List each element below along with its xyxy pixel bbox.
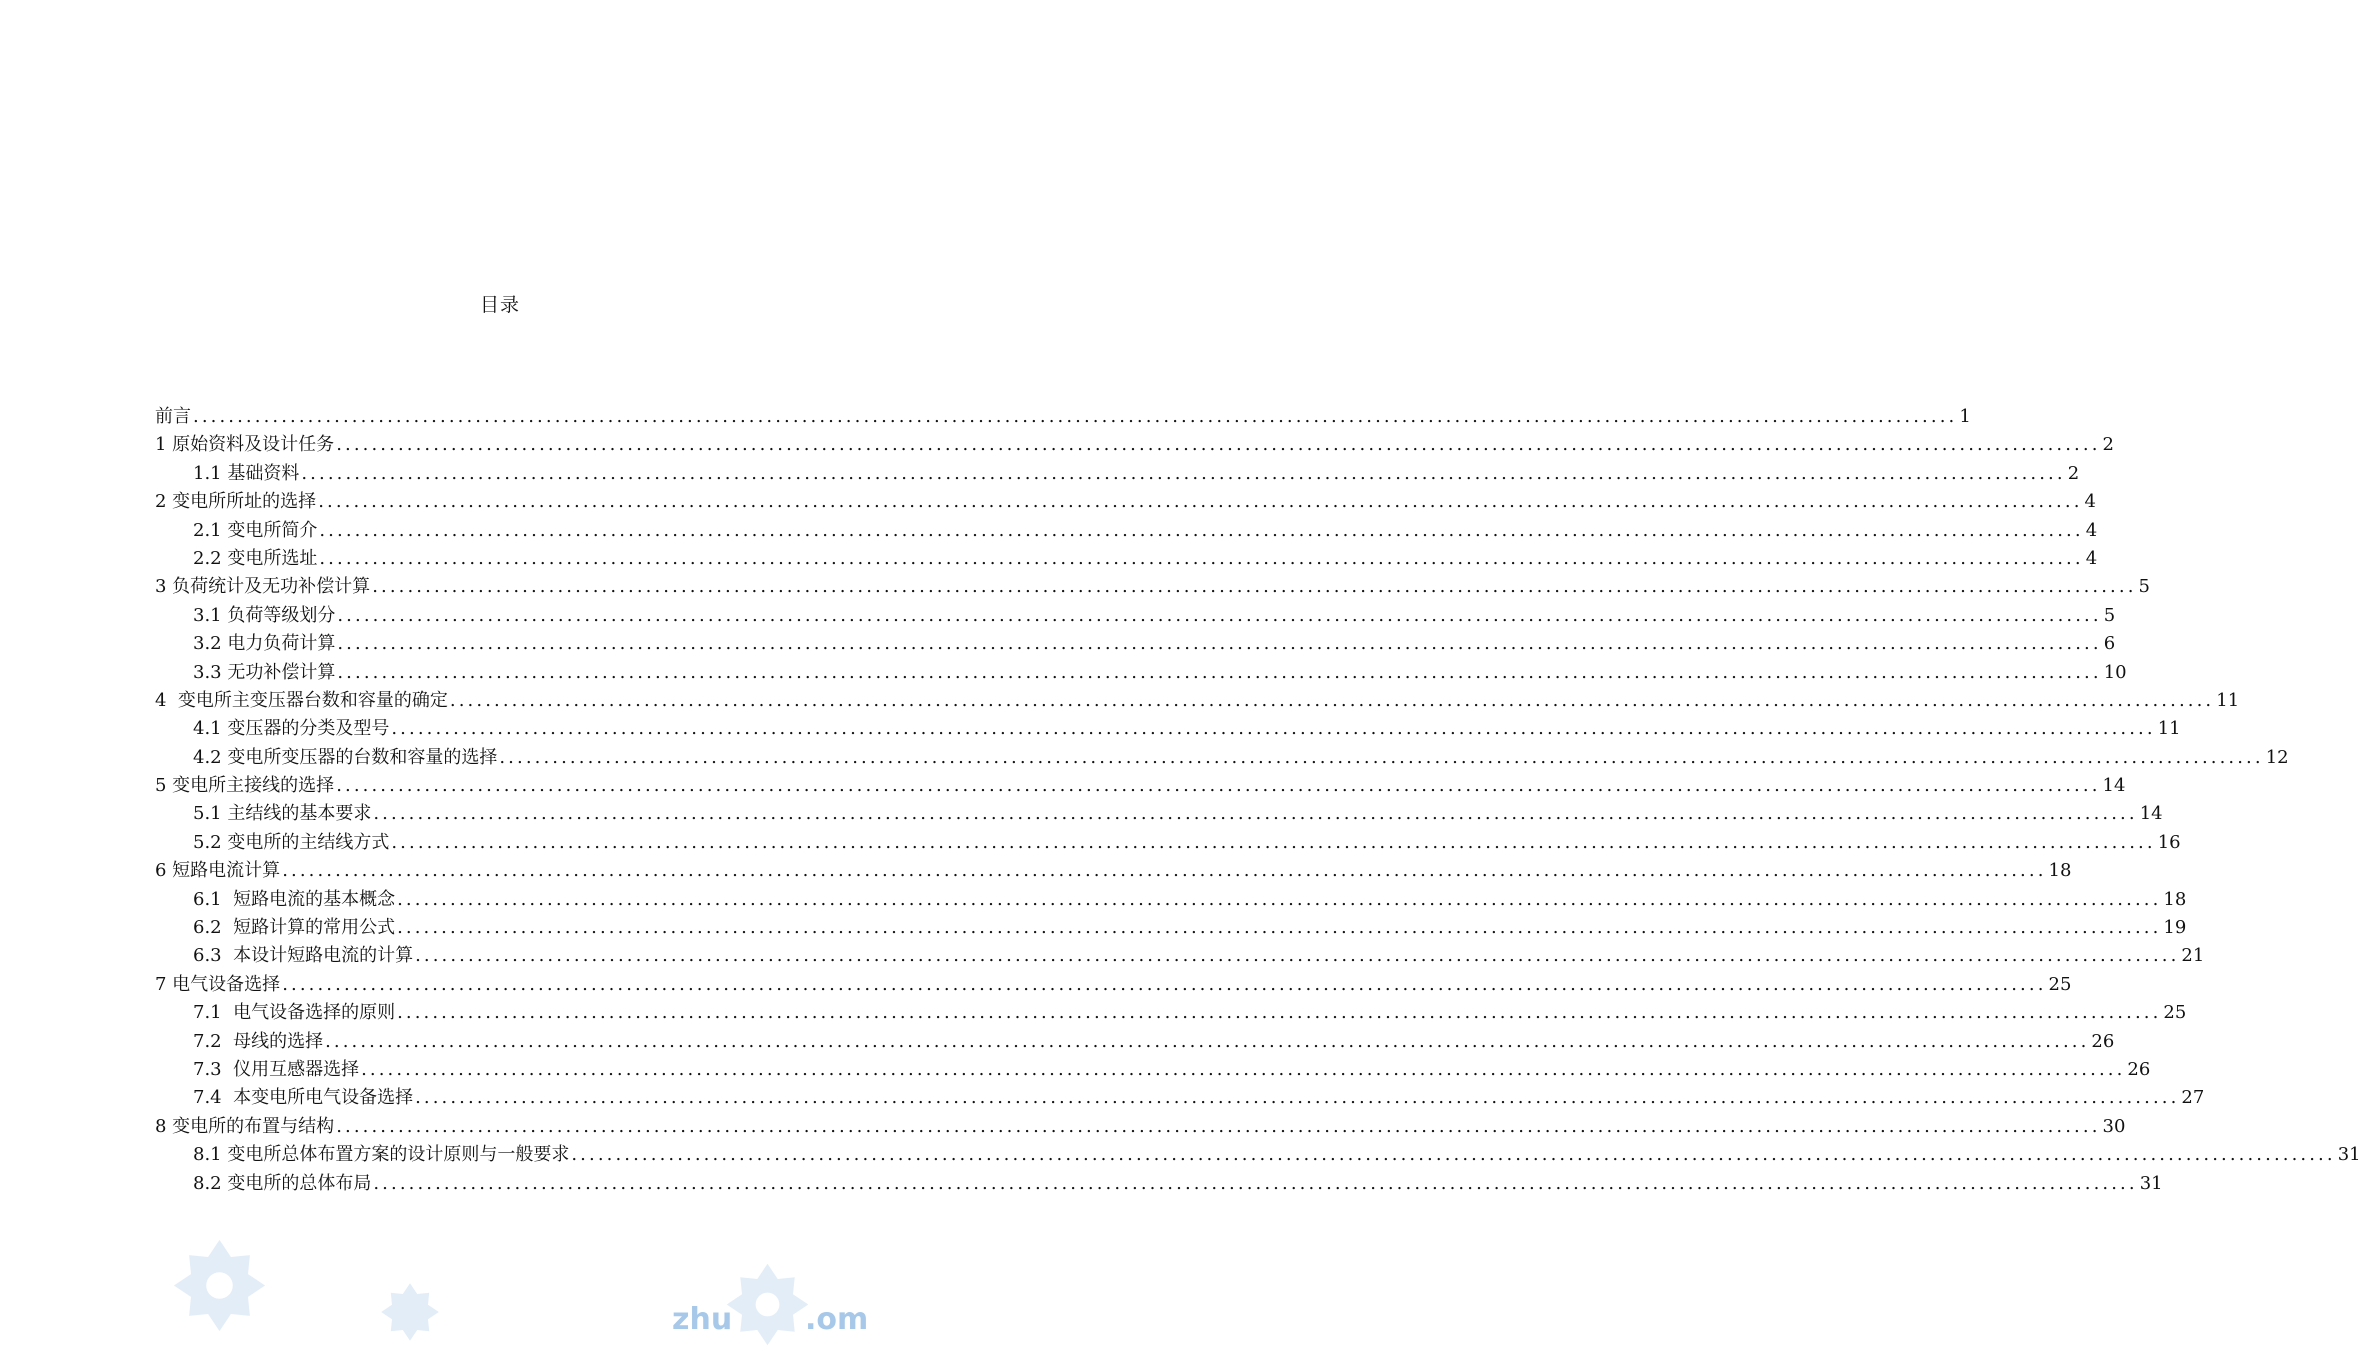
toc-entry-title: 6.3 本设计短路电流的计算 bbox=[193, 945, 414, 967]
toc-entry-title: 8.2 变电所的总体布局 bbox=[193, 1172, 372, 1194]
toc-entry-page: 21 bbox=[2181, 945, 2205, 967]
toc-dot-leader: ........................................................................................................................................................................................................ bbox=[372, 576, 2137, 598]
toc-entry-title: 7.2 母线的选择 bbox=[193, 1030, 324, 1052]
toc-entry[interactable] bbox=[155, 431, 2114, 459]
toc-dot-leader: ........................................................................................................................................................................................................ bbox=[361, 1058, 2126, 1080]
toc-entry[interactable] bbox=[155, 517, 2098, 545]
toc-dot-leader: ........................................................................................................................................................................................................ bbox=[318, 491, 2083, 513]
toc-entry-page: 5 bbox=[2103, 604, 2116, 626]
toc-entry-page: 4 bbox=[2085, 519, 2098, 541]
toc-entry-page: 25 bbox=[2163, 1002, 2187, 1024]
toc-dot-leader: ........................................................................................................................................................................................................ bbox=[397, 917, 2162, 939]
toc-entry-page: 4 bbox=[2085, 547, 2098, 569]
toc-entry-page: 18 bbox=[2163, 888, 2187, 910]
toc-dot-leader: ........................................................................................................................................................................................................ bbox=[391, 831, 2156, 853]
toc-entry-title: 5 变电所主接线的选择 bbox=[155, 775, 335, 797]
toc-entry-page: 10 bbox=[2103, 661, 2127, 683]
toc-entry[interactable] bbox=[155, 886, 2187, 914]
toc-entry[interactable] bbox=[155, 1056, 2151, 1084]
table-of-contents bbox=[155, 403, 2361, 1198]
toc-entry[interactable] bbox=[155, 914, 2187, 942]
toc-dot-leader: ........................................................................................................................................................................................................ bbox=[415, 1087, 2180, 1109]
snowflake-logo-icon bbox=[380, 1282, 440, 1342]
toc-entry[interactable] bbox=[155, 800, 2163, 828]
toc-dot-leader: ........................................................................................................................................................................................................ bbox=[415, 945, 2180, 967]
toc-entry-title: 6.2 短路计算的常用公式 bbox=[193, 917, 396, 939]
toc-entry-title: 5.1 主结线的基本要求 bbox=[193, 803, 372, 825]
toc-entry[interactable] bbox=[155, 573, 2150, 601]
toc-entry-title: 7.1 电气设备选择的原则 bbox=[193, 1002, 396, 1024]
toc-entry-title: 6 短路电流计算 bbox=[155, 860, 281, 882]
toc-entry-title: 8.1 变电所总体布置方案的设计原则与一般要求 bbox=[193, 1144, 570, 1166]
toc-entry-page: 26 bbox=[2091, 1030, 2115, 1052]
toc-entry-page: 26 bbox=[2127, 1058, 2151, 1080]
toc-entry-title: 2.2 变电所选址 bbox=[193, 547, 318, 569]
toc-entry-title: 2.1 变电所简介 bbox=[193, 519, 318, 541]
toc-entry-title: 3 负荷统计及无功补偿计算 bbox=[155, 576, 371, 598]
toc-entry-page: 4 bbox=[2084, 491, 2096, 513]
toc-entry-page: 11 bbox=[2157, 718, 2181, 740]
toc-entry[interactable] bbox=[155, 942, 2205, 970]
toc-dot-leader: ........................................................................................................................................................................................................ bbox=[571, 1144, 2336, 1166]
toc-entry[interactable] bbox=[155, 744, 2289, 772]
toc-dot-leader: ........................................................................................................................................................................................................ bbox=[319, 547, 2084, 569]
watermark-text-right: .om bbox=[805, 1302, 869, 1337]
toc-entry-page: 1 bbox=[1959, 406, 1971, 427]
toc-entry-title: 4.1 变压器的分类及型号 bbox=[193, 718, 390, 740]
toc-entry[interactable] bbox=[155, 403, 1971, 431]
toc-dot-leader: ........................................................................................................................................................................................................ bbox=[325, 1030, 2090, 1052]
toc-entry[interactable] bbox=[155, 971, 2072, 999]
toc-entry[interactable] bbox=[155, 1028, 2115, 1056]
toc-entry-title: 1 原始资料及设计任务 bbox=[155, 434, 335, 456]
toc-dot-leader: ........................................................................................................................................................................................................ bbox=[397, 1002, 2162, 1024]
toc-dot-leader: ........................................................................................................................................................................................................ bbox=[282, 860, 2047, 882]
toc-entry-page: 18 bbox=[2048, 860, 2072, 882]
toc-entry-title: 3.3 无功补偿计算 bbox=[193, 661, 336, 683]
toc-entry-title: 8 变电所的布置与结构 bbox=[155, 1115, 335, 1137]
toc-entry-page: 31 bbox=[2139, 1172, 2163, 1194]
snowflake-logo-icon bbox=[172, 1238, 267, 1333]
toc-dot-leader: ........................................................................................................................................................................................................ bbox=[391, 718, 2156, 740]
toc-entry-title: 2 变电所所址的选择 bbox=[155, 491, 317, 513]
toc-entry[interactable] bbox=[155, 857, 2072, 885]
toc-entry[interactable] bbox=[155, 602, 2116, 630]
toc-entry-page: 27 bbox=[2181, 1087, 2205, 1109]
toc-dot-leader: ........................................................................................................................................................................................................ bbox=[449, 689, 2215, 711]
toc-dot-leader: ........................................................................................................................................................................................................ bbox=[337, 633, 2102, 655]
toc-dot-leader: ........................................................................................................................................................................................................ bbox=[336, 434, 2101, 456]
page-title: 目录 bbox=[479, 294, 520, 316]
toc-entry-page: 25 bbox=[2048, 973, 2072, 995]
toc-entry-page: 16 bbox=[2157, 831, 2181, 853]
toc-dot-leader: ........................................................................................................................................................................................................ bbox=[337, 604, 2102, 626]
toc-entry-page: 6 bbox=[2103, 633, 2116, 655]
toc-entry-title: 6.1 短路电流的基本概念 bbox=[193, 888, 396, 910]
toc-dot-leader: ........................................................................................................................................................................................................ bbox=[373, 1172, 2138, 1194]
toc-entry-title: 5.2 变电所的主结线方式 bbox=[193, 831, 390, 853]
toc-entry[interactable] bbox=[155, 545, 2098, 573]
toc-entry[interactable] bbox=[155, 1141, 2361, 1169]
watermark-text-left: zhu bbox=[672, 1302, 733, 1337]
toc-dot-leader: ........................................................................................................................................................................................................ bbox=[319, 519, 2084, 541]
toc-entry-title: 7 电气设备选择 bbox=[155, 973, 281, 995]
toc-entry-page: 11 bbox=[2216, 689, 2240, 711]
toc-entry[interactable] bbox=[155, 659, 2127, 687]
toc-entry[interactable] bbox=[155, 715, 2181, 743]
toc-entry[interactable] bbox=[155, 460, 2080, 488]
toc-entry-title: 3.2 电力负荷计算 bbox=[193, 633, 336, 655]
toc-entry-title: 7.4 本变电所电气设备选择 bbox=[193, 1087, 414, 1109]
toc-entry-title: 4 变电所主变压器台数和容量的确定 bbox=[155, 689, 448, 711]
toc-dot-leader: ........................................................................................................................................................................................................ bbox=[373, 803, 2138, 825]
toc-entry-page: 2 bbox=[2067, 462, 2080, 484]
toc-dot-leader: ........................................................................................................................................................................................................ bbox=[499, 746, 2264, 768]
toc-entry-page: 14 bbox=[2139, 803, 2163, 825]
toc-dot-leader: ........................................................................................................................................................................................................ bbox=[282, 973, 2047, 995]
toc-entry[interactable] bbox=[155, 687, 2240, 715]
toc-entry-page: 30 bbox=[2102, 1115, 2126, 1137]
toc-entry-page: 19 bbox=[2163, 917, 2187, 939]
toc-entry-title: 4.2 变电所变压器的台数和容量的选择 bbox=[193, 746, 498, 768]
toc-entry-page: 14 bbox=[2102, 775, 2126, 797]
snowflake-logo-icon bbox=[725, 1262, 810, 1347]
toc-entry-title: 前言 bbox=[155, 406, 191, 427]
toc-entry[interactable] bbox=[155, 1113, 2126, 1141]
toc-entry[interactable] bbox=[155, 829, 2181, 857]
toc-entry[interactable] bbox=[155, 772, 2126, 800]
toc-entry[interactable] bbox=[155, 999, 2187, 1027]
toc-dot-leader: ........................................................................................................................................................................................................ bbox=[397, 888, 2162, 910]
toc-entry[interactable] bbox=[155, 1084, 2205, 1112]
toc-dot-leader: ........................................................................................................................................................................................................ bbox=[336, 1115, 2101, 1137]
toc-entry-page: 12 bbox=[2265, 746, 2289, 768]
toc-entry[interactable] bbox=[155, 1170, 2163, 1198]
toc-dot-leader: ........................................................................................................................................................................................................ bbox=[337, 661, 2102, 683]
toc-entry-page: 2 bbox=[2102, 434, 2114, 456]
toc-entry[interactable] bbox=[155, 630, 2116, 658]
toc-entry-title: 7.3 仪用互感器选择 bbox=[193, 1058, 360, 1080]
toc-dot-leader: ........................................................................................................................................................................................................ bbox=[193, 406, 1958, 427]
toc-dot-leader: ........................................................................................................................................................................................................ bbox=[336, 775, 2101, 797]
toc-entry-page: 5 bbox=[2138, 576, 2150, 598]
toc-entry-page: 31 bbox=[2337, 1144, 2361, 1166]
toc-entry-title: 1.1 基础资料 bbox=[193, 462, 300, 484]
toc-dot-leader: ........................................................................................................................................................................................................ bbox=[301, 462, 2066, 484]
toc-entry-title: 3.1 负荷等级划分 bbox=[193, 604, 336, 626]
toc-entry[interactable] bbox=[155, 488, 2096, 516]
